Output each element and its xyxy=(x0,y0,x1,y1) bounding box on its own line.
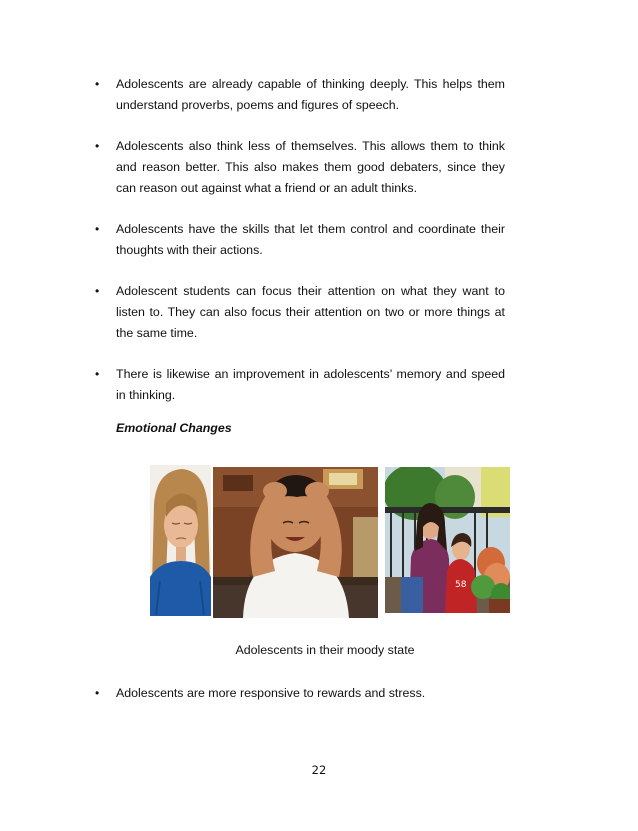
figure-caption: Adolescents in their moody state xyxy=(235,643,415,657)
section-heading: Emotional Changes xyxy=(116,421,232,435)
bullet-text: Adolescent students can focus their attention on what they want to listen to. They can also focus their attention on two or more things at the same time. xyxy=(116,284,505,340)
bullet-marker: • xyxy=(95,221,100,236)
bullet-text: There is likewise an improvement in adolescents’ memory and speed in thinking. xyxy=(116,366,505,402)
bullet-list xyxy=(95,74,505,426)
bullet-marker: • xyxy=(95,284,100,299)
bullet-text: Adolescents are more responsive to rewards and stress. xyxy=(116,686,426,700)
svg-text:58: 58 xyxy=(455,580,467,590)
bullet-text: Adolescents also think less of themselves. This allows them to think and reason better. This also makes them good debaters, since they can reason out against what a friend or an adult thinks. xyxy=(116,139,505,195)
bullet-item xyxy=(95,136,505,198)
page-number: 22 xyxy=(311,763,327,777)
photo-sad-girl xyxy=(150,465,211,616)
bullet-marker: • xyxy=(95,686,100,700)
bullet-text: Adolescents are already capable of thinking deeply. This helps them understand proverbs, poems and figures of speech. xyxy=(116,77,505,112)
bullet-item xyxy=(95,683,505,704)
bullet-marker: • xyxy=(95,77,100,91)
bullet-item xyxy=(95,364,505,406)
bullet-list-continued xyxy=(95,683,505,724)
bullet-marker: • xyxy=(95,139,100,154)
photo-frustrated-boy xyxy=(213,467,378,618)
photo-strip xyxy=(120,464,520,620)
bullet-item xyxy=(95,219,505,261)
photo-family-outdoors xyxy=(385,467,510,613)
bullet-item xyxy=(95,281,505,343)
bullet-text: Adolescents have the skills that let them control and coordinate their thoughts with their actions. xyxy=(116,221,505,257)
bullet-marker: • xyxy=(95,366,100,381)
bullet-item xyxy=(95,74,505,116)
